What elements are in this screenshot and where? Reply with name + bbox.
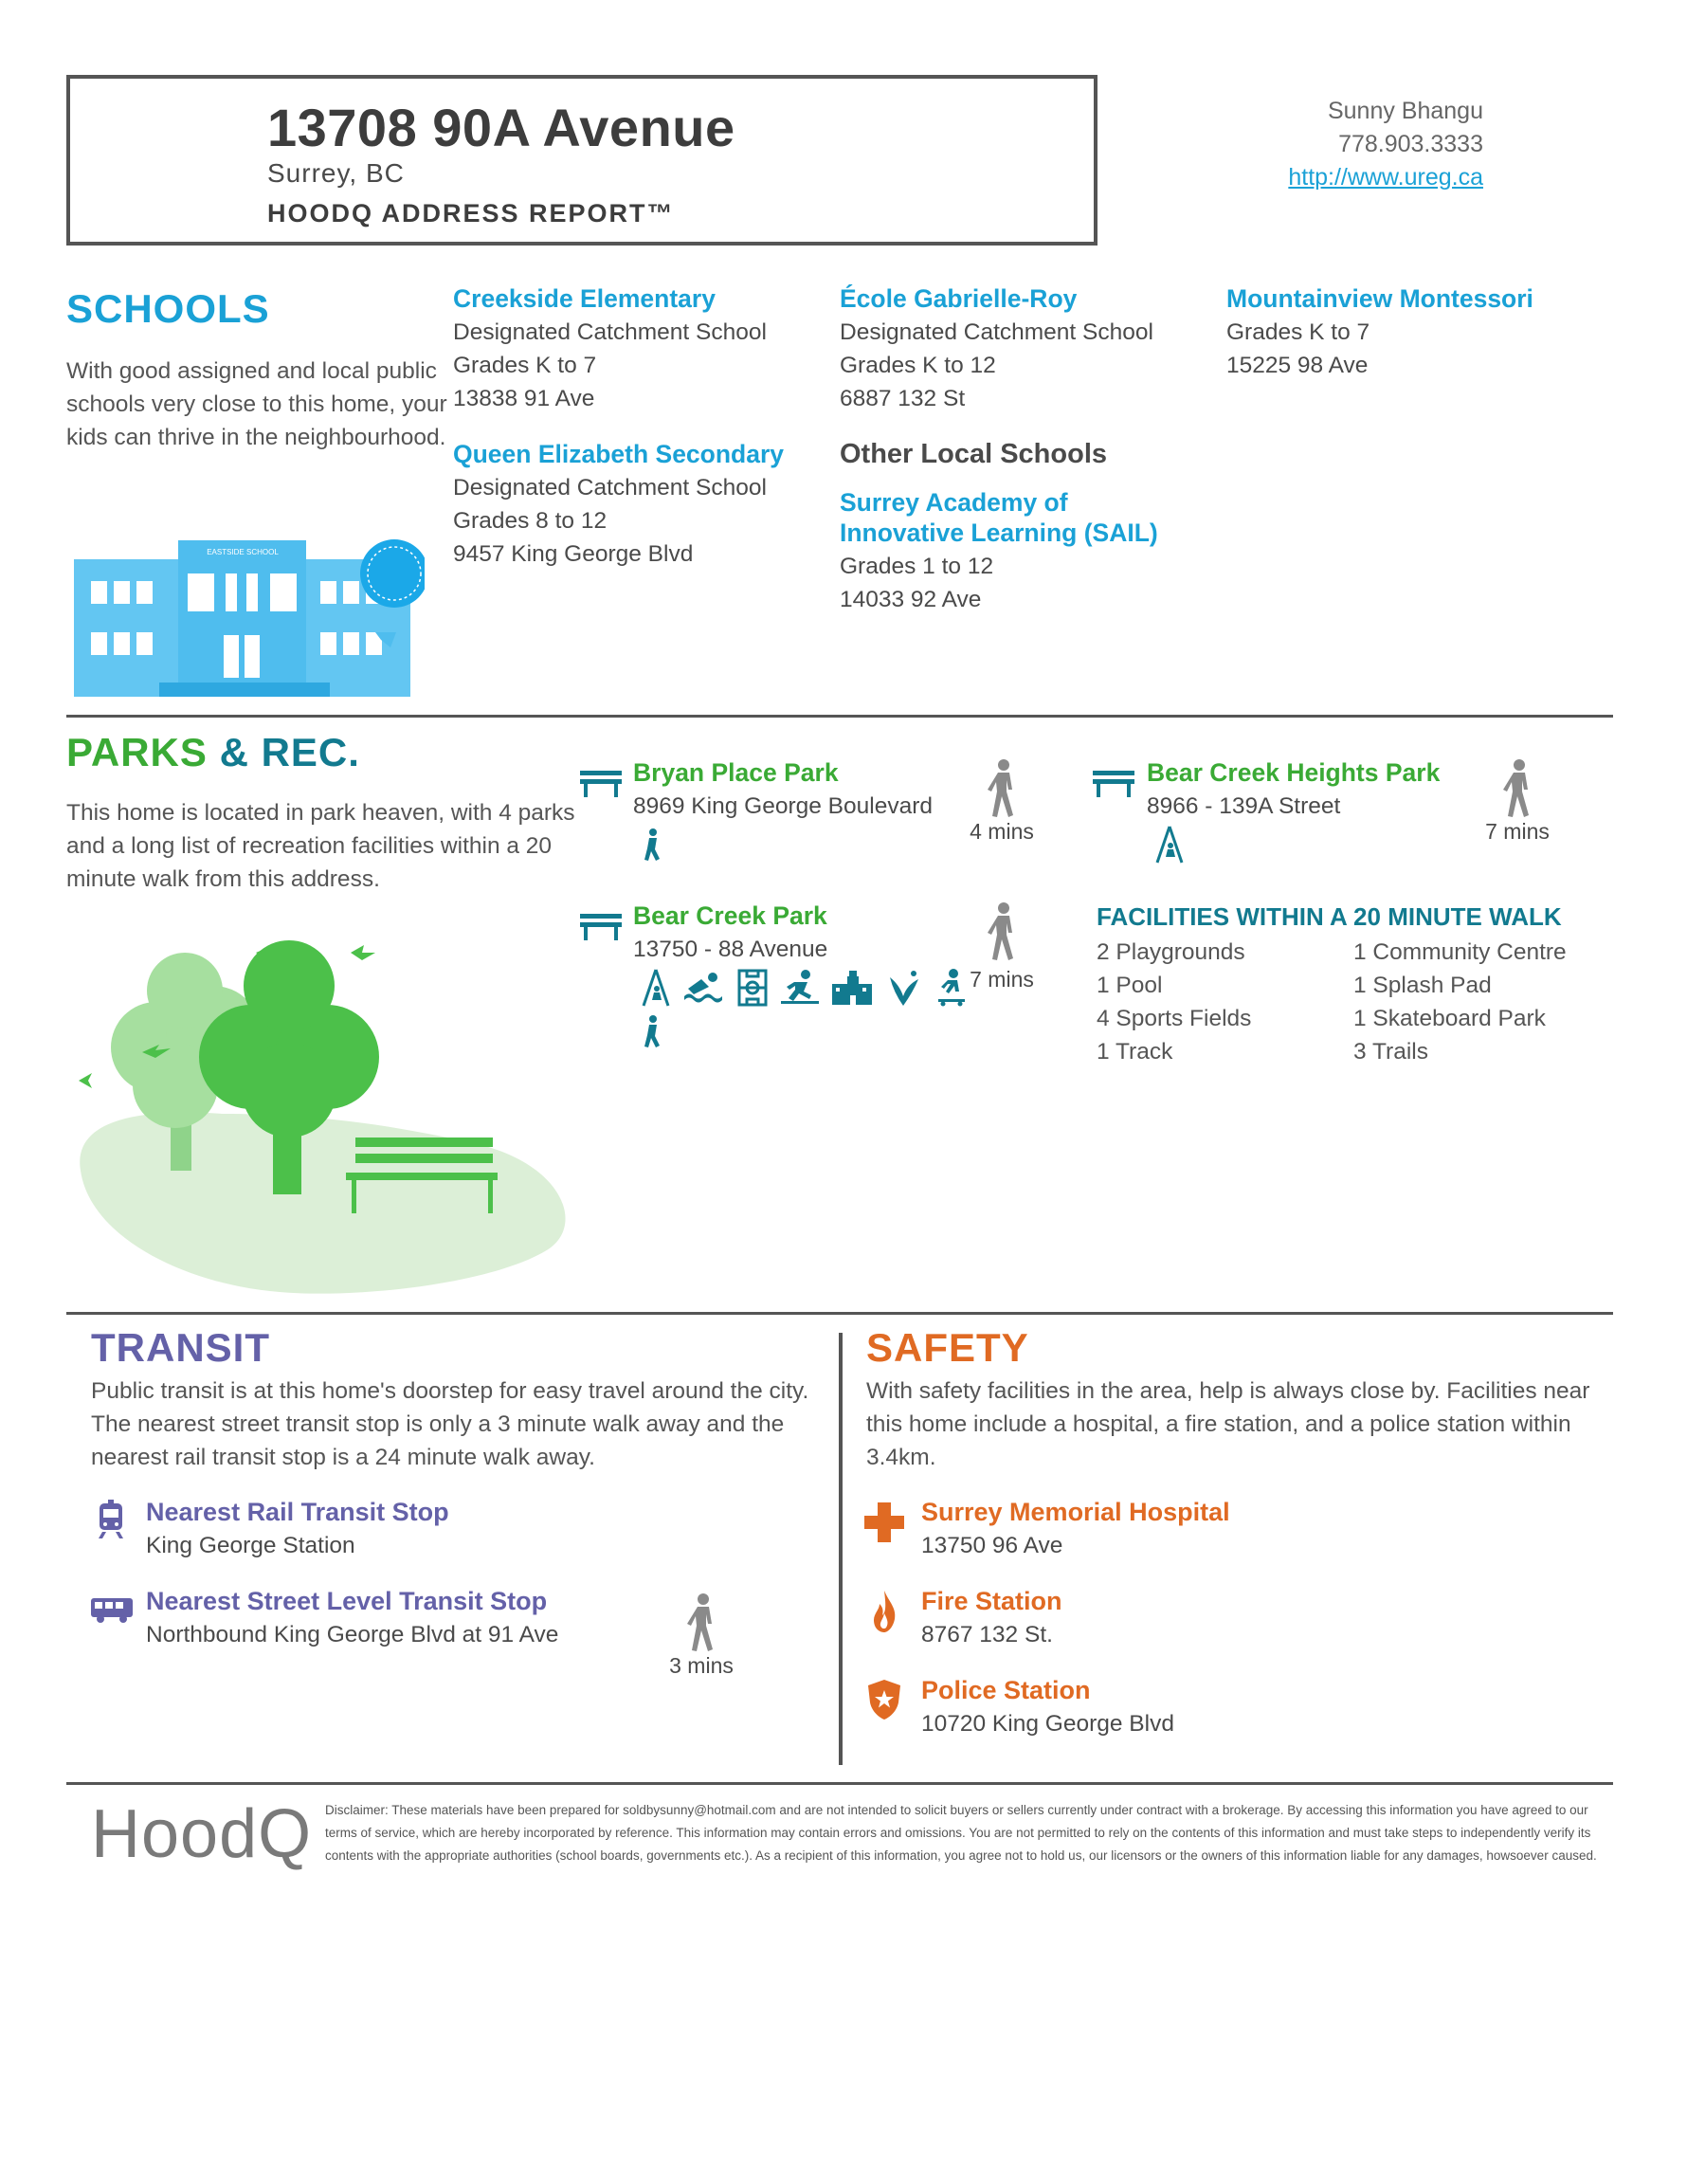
facility-item: 1 Track	[1097, 1039, 1173, 1065]
park-bear-creek	[633, 901, 827, 966]
parks-title	[66, 730, 360, 775]
bench-icon	[1093, 771, 1134, 799]
transit-title: TRANSIT	[91, 1325, 270, 1370]
facility-item: 4 Sports Fields	[1097, 1006, 1252, 1031]
agent-name: Sunny Bhangu	[1327, 98, 1483, 124]
facilities-left-list	[1097, 936, 1251, 1068]
park-name[interactable]: Bryan Place Park	[633, 758, 839, 787]
walking-person-icon	[986, 758, 1020, 817]
school-sail	[840, 487, 1158, 616]
school-grades: Grades K to 12	[840, 353, 996, 378]
facilities-heading: FACILITIES WITHIN A 20 MINUTE WALK	[1097, 902, 1562, 931]
address-city: Surrey, BC	[267, 158, 405, 188]
safety-name: Surrey Memorial Hospital	[921, 1498, 1230, 1526]
facility-item: 1 Community Centre	[1353, 939, 1567, 965]
facility-item: 1 Skateboard Park	[1353, 1006, 1546, 1031]
park-illustration-icon	[71, 924, 583, 1303]
school-designation: Designated Catchment School	[453, 475, 767, 500]
school-designation: Designated Catchment School	[453, 319, 767, 345]
school-grades: Grades 8 to 12	[453, 508, 608, 534]
safety-address: 8767 132 St.	[921, 1622, 1053, 1647]
section-divider	[66, 715, 1613, 718]
park-address: 8969 King George Boulevard	[633, 793, 933, 819]
column-divider	[839, 1333, 843, 1765]
school-grades: Grades K to 7	[1226, 319, 1370, 345]
police-badge-icon	[868, 1680, 900, 1720]
track-icon	[781, 969, 819, 1007]
other-schools-heading: Other Local Schools	[840, 439, 1107, 469]
address-title: 13708 90A Avenue	[267, 98, 735, 157]
bench-icon	[580, 771, 622, 799]
safety-name: Fire Station	[921, 1587, 1062, 1615]
school-grades: Grades 1 to 12	[840, 554, 994, 579]
schools-title: SCHOOLS	[66, 286, 270, 331]
school-name-line2[interactable]: Innovative Learning (SAIL)	[840, 519, 1158, 547]
street-stop-value: Northbound King George Blvd at 91 Ave	[146, 1622, 559, 1647]
train-icon	[97, 1500, 125, 1539]
disclaimer-text: Disclaimer: These materials have been prepared for soldbysunny@hotmail.com and are not intended to solicit buyers or sellers currently under contract with a brokerage. By accessing this information you have agreed to our terms of service, which are hereby incorporated by reference. This information may contain errors and omissions. You are not permitted to rely on the contents of this information and must take steps to independently verify its contents with the appropriate authorities (school boards, governments etc.). As a recipient of this information, you agree not to hold us, our licensors or the owners of this information liable for any damages, howsoever caused.	[325, 1803, 1597, 1863]
facility-icons-row	[641, 967, 967, 1009]
school-sign-text: EASTSIDE SCHOOL	[207, 548, 279, 556]
safety-address: 10720 King George Blvd	[921, 1711, 1174, 1737]
walk-time: 7 mins	[970, 967, 1034, 992]
school-designation: Designated Catchment School	[840, 319, 1153, 345]
facility-item: 2 Playgrounds	[1097, 939, 1245, 965]
school-gabrielle-roy	[840, 284, 1153, 415]
community-centre-icon	[832, 971, 872, 1005]
splash-pad-icon	[885, 970, 921, 1006]
school-creekside	[453, 284, 767, 415]
walk-time: 3 mins	[669, 1653, 734, 1678]
agent-phone: 778.903.3333	[1338, 131, 1483, 157]
facility-item: 3 Trails	[1353, 1039, 1428, 1065]
pool-icon	[684, 972, 724, 1004]
school-mountainview	[1226, 284, 1533, 382]
section-divider	[66, 1312, 1613, 1315]
school-address: 6887 132 St	[840, 386, 966, 411]
fire-icon	[872, 1591, 897, 1632]
park-name[interactable]: Bear Creek Park	[633, 901, 827, 930]
facilities-right-list	[1353, 936, 1567, 1068]
facility-item: 1 Splash Pad	[1353, 973, 1492, 998]
parks-title-b: & REC.	[219, 730, 360, 774]
park-bryan-place	[633, 758, 933, 823]
walk-time: 4 mins	[970, 819, 1034, 844]
walking-person-icon	[986, 901, 1020, 960]
transit-intro: Public transit is at this home's doorstep for easy travel around the city. The nearest street transit stop is only a 3 minute walk away and the nearest rail transit stop is a 24 minute walk away.	[91, 1378, 809, 1470]
school-address: 15225 98 Ave	[1226, 353, 1369, 378]
agent-website-link[interactable]: http://www.ureg.ca	[1288, 164, 1483, 191]
school-name[interactable]: École Gabrielle-Roy	[840, 284, 1078, 313]
street-stop-label: Nearest Street Level Transit Stop	[146, 1587, 548, 1615]
hospital-cross-icon	[864, 1502, 904, 1542]
rail-stop-value: King George Station	[146, 1533, 355, 1558]
bench-icon	[580, 914, 622, 942]
hoodq-logo: HoodQ	[91, 1796, 313, 1872]
school-grades: Grades K to 7	[453, 353, 597, 378]
park-name[interactable]: Bear Creek Heights Park	[1147, 758, 1441, 787]
school-name[interactable]: Mountainview Montessori	[1226, 284, 1533, 313]
parks-intro: This home is located in park heaven, with 4 parks and a long list of recreation facilities within a 20 minute walk from this address.	[66, 800, 575, 892]
walking-person-icon	[685, 1592, 719, 1651]
school-name[interactable]: Creekside Elementary	[453, 284, 716, 313]
safety-title: SAFETY	[866, 1325, 1029, 1370]
trail-walker-icon	[642, 828, 662, 864]
school-address: 9457 King George Blvd	[453, 541, 694, 567]
section-divider	[66, 1782, 1613, 1785]
park-address: 13750 - 88 Avenue	[633, 937, 828, 962]
school-building-icon	[74, 526, 425, 706]
park-bear-creek-heights	[1147, 758, 1440, 823]
park-address: 8966 - 139A Street	[1147, 793, 1341, 819]
parks-title-a: PARKS	[66, 730, 208, 774]
safety-name: Police Station	[921, 1676, 1091, 1704]
safety-fire-station	[921, 1587, 1062, 1651]
safety-police-station	[921, 1676, 1174, 1740]
walking-person-icon	[1501, 758, 1535, 817]
school-address: 13838 91 Ave	[453, 386, 595, 411]
street-stop	[146, 1587, 558, 1651]
bus-icon	[91, 1598, 133, 1623]
walk-time: 7 mins	[1485, 819, 1550, 844]
safety-hospital	[921, 1498, 1230, 1562]
facility-item: 1 Pool	[1097, 973, 1163, 998]
agent-contact	[1288, 95, 1483, 194]
safety-address: 13750 96 Ave	[921, 1533, 1063, 1558]
school-name-line1[interactable]: Surrey Academy of	[840, 488, 1068, 517]
safety-intro: With safety facilities in the area, help is always close by. Facilities near this home include a hospital, a fire station, and a police station within 3.4km.	[866, 1378, 1590, 1470]
playground-icon	[1154, 825, 1185, 864]
sports-field-icon	[737, 969, 768, 1007]
schools-intro: With good assigned and local public schools very close to this home, your kids can thrive in the neighbourhood.	[66, 358, 447, 450]
rail-stop-label: Nearest Rail Transit Stop	[146, 1498, 449, 1526]
school-name[interactable]: Queen Elizabeth Secondary	[453, 440, 785, 468]
trail-walker-icon	[642, 1014, 662, 1050]
playground-icon	[641, 968, 671, 1008]
report-label: HOODQ ADDRESS REPORT™	[267, 199, 675, 228]
school-address: 14033 92 Ave	[840, 587, 982, 612]
rail-stop	[146, 1498, 449, 1562]
school-queen-elizabeth	[453, 440, 784, 571]
